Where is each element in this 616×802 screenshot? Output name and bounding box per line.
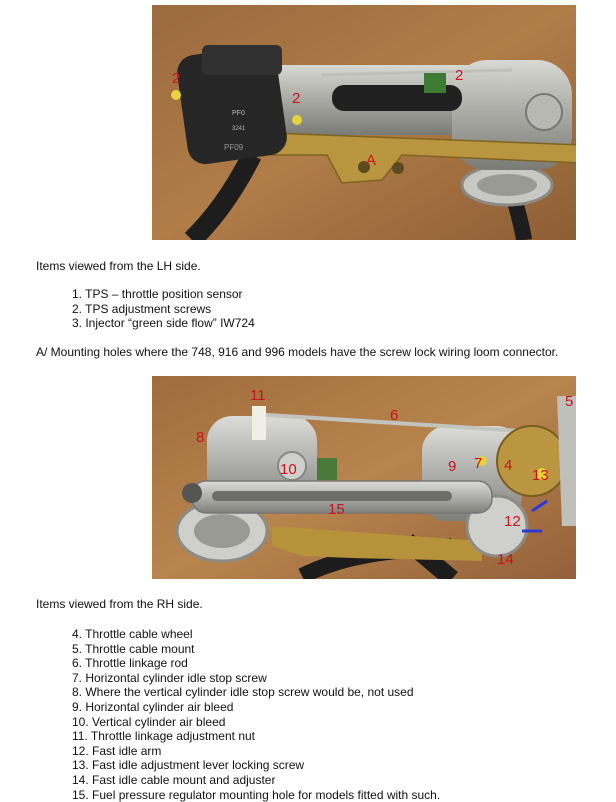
list-item: 7. Horizontal cylinder idle stop screw (72, 670, 267, 685)
photo-rh-side (152, 376, 576, 579)
list-item: 2. TPS adjustment screws (72, 301, 212, 316)
callout-5: 5 (565, 393, 574, 410)
callout-a: A (366, 152, 377, 169)
mounting-holes-note: A/ Mounting holes where the 748, 916 and 996 models have the screw lock wiring loom connector. (36, 345, 559, 359)
callout-4: 4 (504, 457, 513, 474)
callout-11: 11 (250, 387, 266, 404)
callout-7: 7 (474, 455, 483, 472)
list-item: 1. TPS – throttle position sensor (72, 287, 243, 301)
list-item: 11. Throttle linkage adjustment nut (72, 729, 255, 744)
callout-13: 13 (532, 467, 549, 484)
rh-items-list (72, 627, 440, 802)
callout-10: 10 (280, 461, 297, 478)
list-item: 13. Fast idle adjustment lever locking screw (72, 758, 305, 773)
list-item: 6. Throttle linkage rod (72, 656, 188, 671)
photo-lh-side (152, 5, 576, 240)
photo-lh-illustration (152, 5, 576, 240)
callout-14: 14 (497, 551, 514, 568)
tps-text-line1: PF0 (232, 110, 245, 117)
callout-12: 12 (504, 513, 521, 530)
caption-rh-side: Items viewed from the RH side. (36, 597, 203, 611)
list-item: 8. Where the vertical cylinder idle stop screw would be, not used (72, 685, 414, 700)
lh-items-list (72, 287, 255, 331)
photo-rh-illustration (152, 376, 576, 579)
tps-text-line2: 3241 (232, 126, 246, 132)
callout-15: 15 (328, 501, 345, 518)
list-item: 3. Injector “green side flow” IW724 (72, 316, 255, 331)
caption-lh-side: Items viewed from the LH side. (36, 259, 201, 273)
list-item: 12. Fast idle arm (72, 743, 162, 758)
callout-6: 6 (390, 407, 399, 424)
list-item: 10. Vertical cylinder air bleed (72, 714, 226, 729)
list-item: 14. Fast idle cable mount and adjuster (72, 772, 276, 787)
callout-9: 9 (448, 458, 457, 475)
list-item: 5. Throttle cable mount (72, 641, 195, 656)
tps-text-line3: PF09 (224, 143, 244, 152)
callout-2-left: 2 (172, 70, 181, 87)
list-item: 4. Throttle cable wheel (72, 627, 193, 641)
callout-2-right: 2 (455, 67, 464, 84)
callout-2-middle: 2 (292, 90, 301, 107)
list-item: 15. Fuel pressure regulator mounting hole for models fitted with such. (72, 787, 441, 802)
callout-8: 8 (196, 429, 205, 446)
list-item: 9. Horizontal cylinder air bleed (72, 699, 234, 714)
